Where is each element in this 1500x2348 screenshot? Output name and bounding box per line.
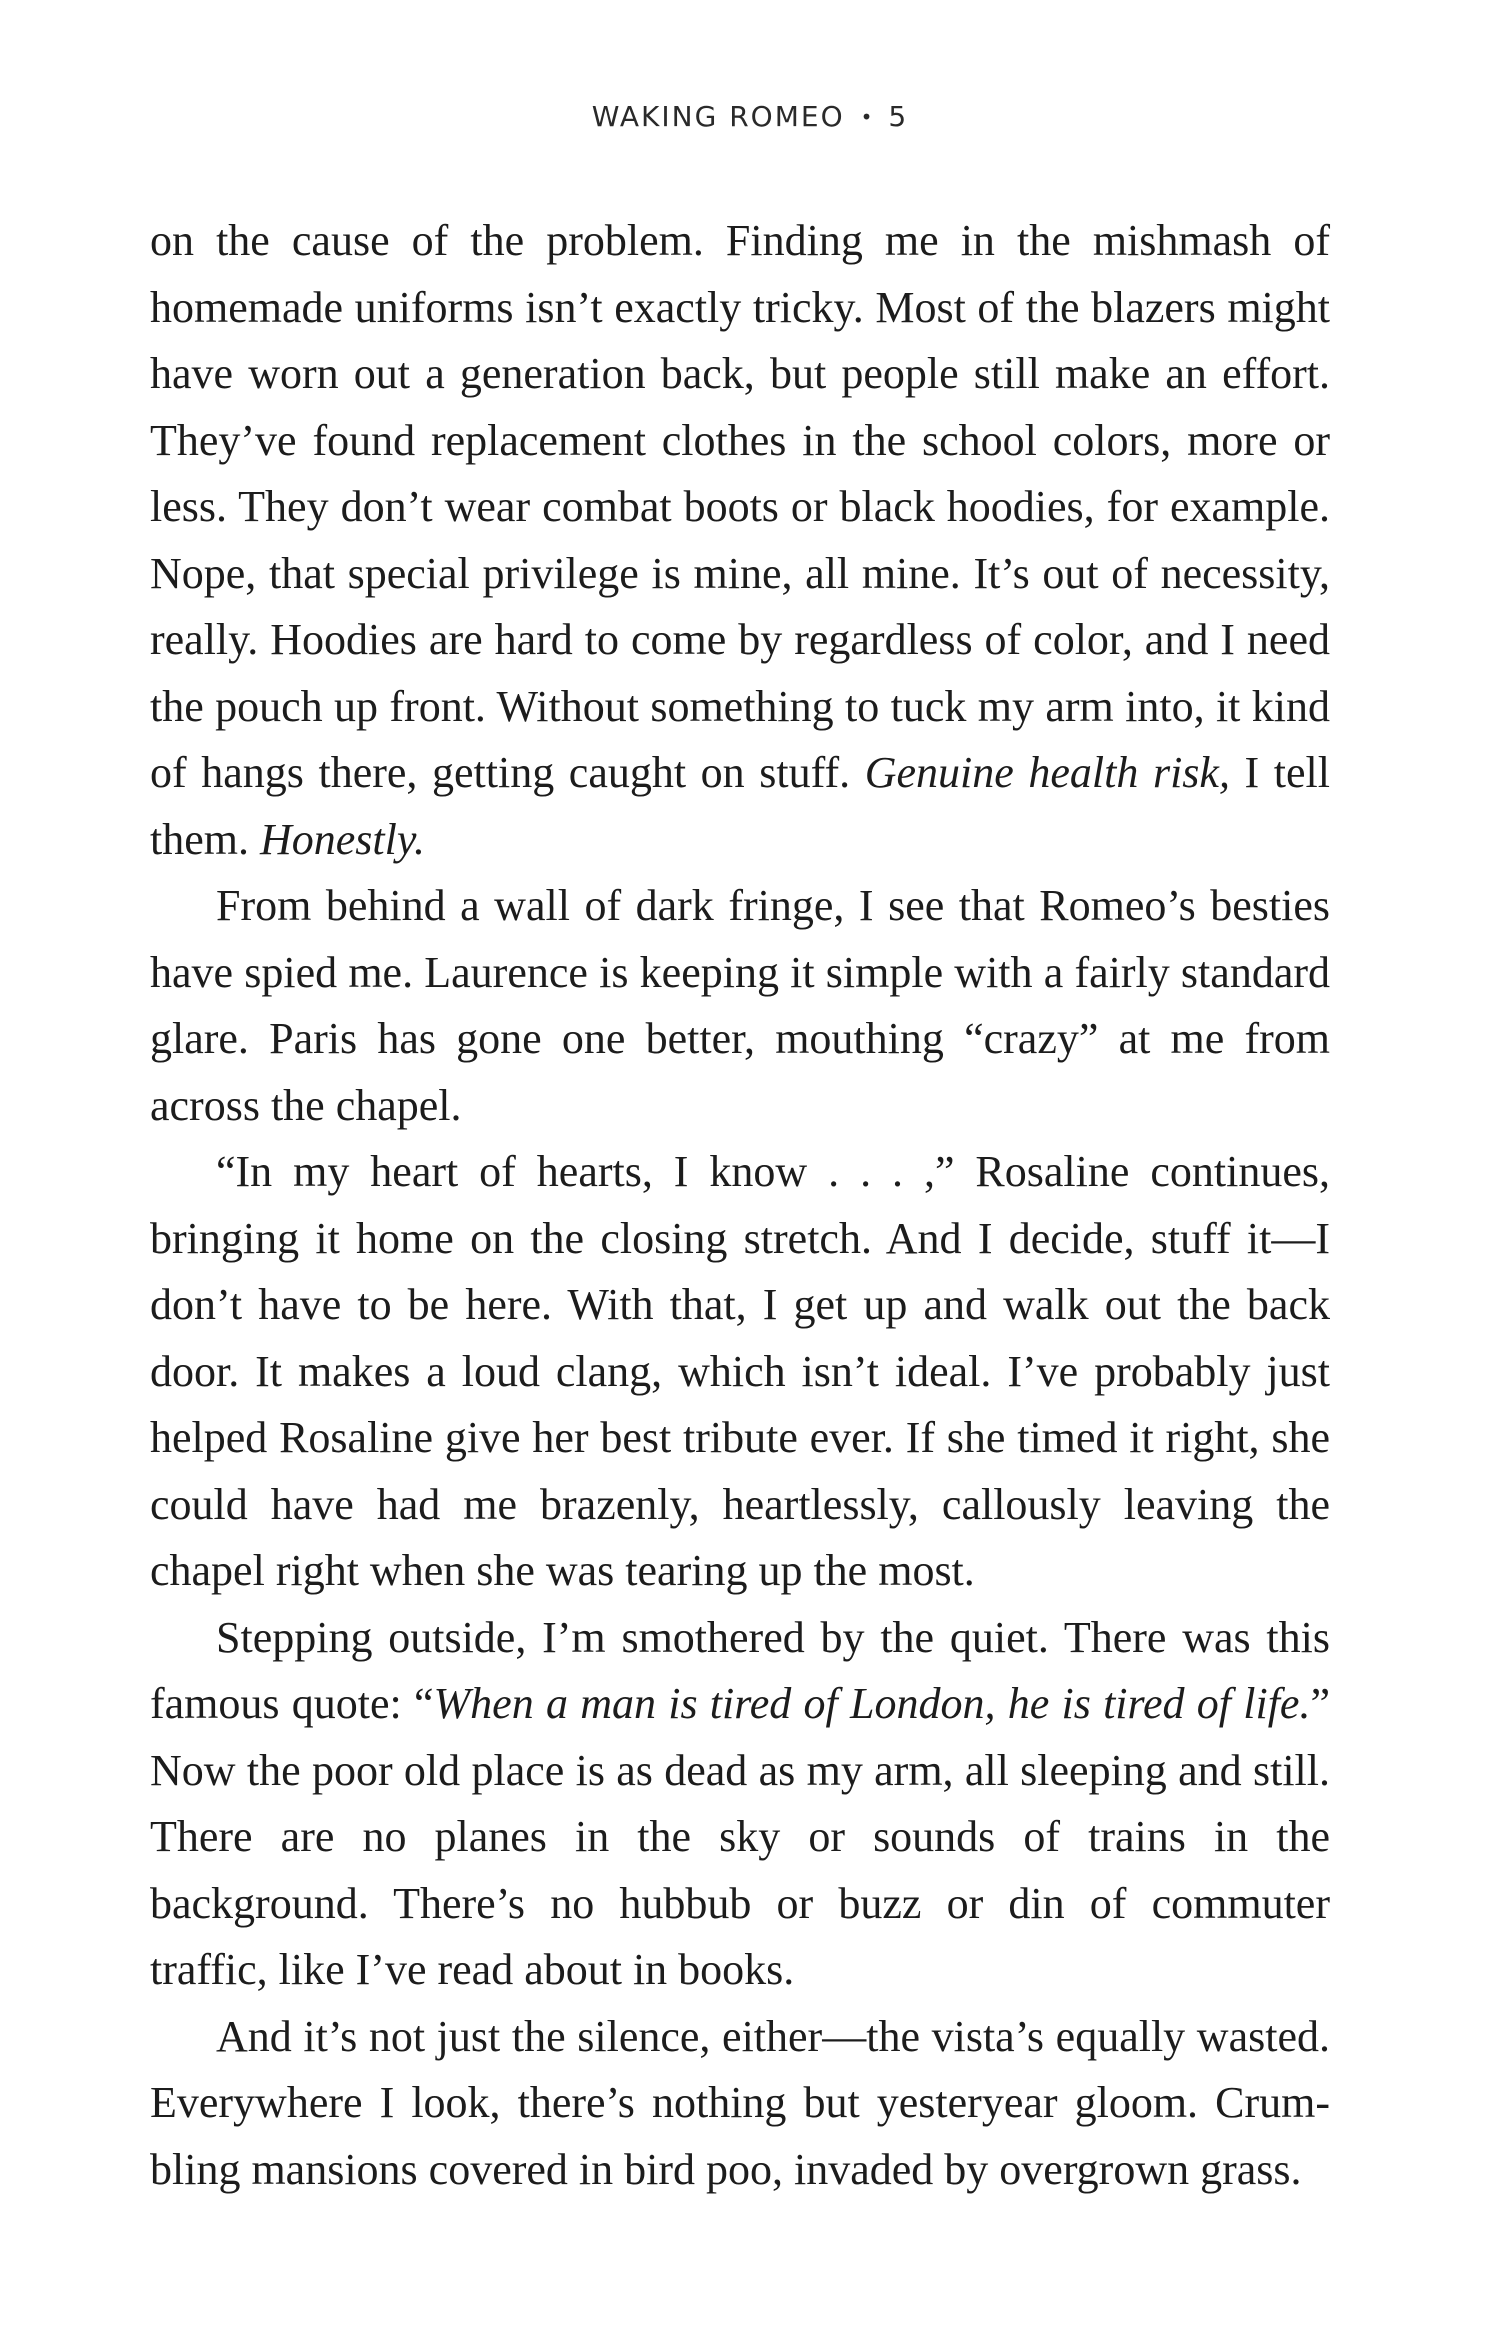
paragraph-1 [150,208,1330,873]
body-text [150,208,1330,2203]
text-run: Stepping outside, I’m smothered by the quiet. There was this famous quote: “ [150,1612,1330,1728]
paragraph-3 [150,1139,1330,1605]
running-head [0,100,1500,133]
page-number: 5 [888,100,909,133]
text-run: on the cause of the problem. Finding me in the mishmash of homemade uniforms isn’t exactly tricky. Most of the blazers might have worn out a generation back, but people still make an effort. They’ve found replacement clothes in the school colors, more or less. They don’t wear combat boots or black hoodies, for example. Nope, that special privilege is mine, all mine. It’s out of necessity, really. Hoodies are hard to come by regardless of color, and I need the pouch up front. Without something to tuck my arm into, it kind of hangs there, getting caught on stuff. [150,216,1330,797]
text-run: I tell them. [150,748,1331,864]
paragraph-4 [150,1605,1330,2004]
paragraph-5 [150,2004,1330,2204]
text-run: ” Now the poor old place is as dead as my arm, all sleeping and still. There are no planes in the sky or sounds of trains in the background. There’s no hubbub or buzz or din of commuter traffic, like I’ve read about in books. [150,1679,1330,1994]
italic-run: Honestly. [259,814,425,864]
text-run: From behind a wall of dark fringe, I see that Romeo’s besties have spied me. Laurence is keeping it simple with a fairly standard glare. Paris has gone one better, mouthing “crazy” at me from across the chapel. [150,881,1330,1130]
text-run: “In my heart of hearts, I know . . . ,” Rosaline continues, bringing it home on the closing stretch. And I decide, stuff it—I don’t have to be here. With that, I get up and walk out the back door. It makes a loud clang, which isn’t ideal. I’ve probably just helped Rosaline give her best tribute ever. If she timed it right, she could have had me brazenly, heartlessly, callously leaving the chapel right when she was tearing up the most. [150,1147,1330,1595]
text-run: And it’s not just the silence, either—the vista’s equally wasted. Everywhere I look, there’s nothing but yesteryear gloom. Crumbling mansions covered in bird poo, invaded by overgrown grass. [150,2011,1330,2194]
italic-run: Genuine health risk, [864,748,1230,797]
paragraph-2 [150,873,1330,1139]
running-title: WAKING ROMEO [591,100,845,133]
header-separator: • [860,105,875,129]
italic-run: When a man is tired of London, he is tired of life. [433,1679,1311,1728]
